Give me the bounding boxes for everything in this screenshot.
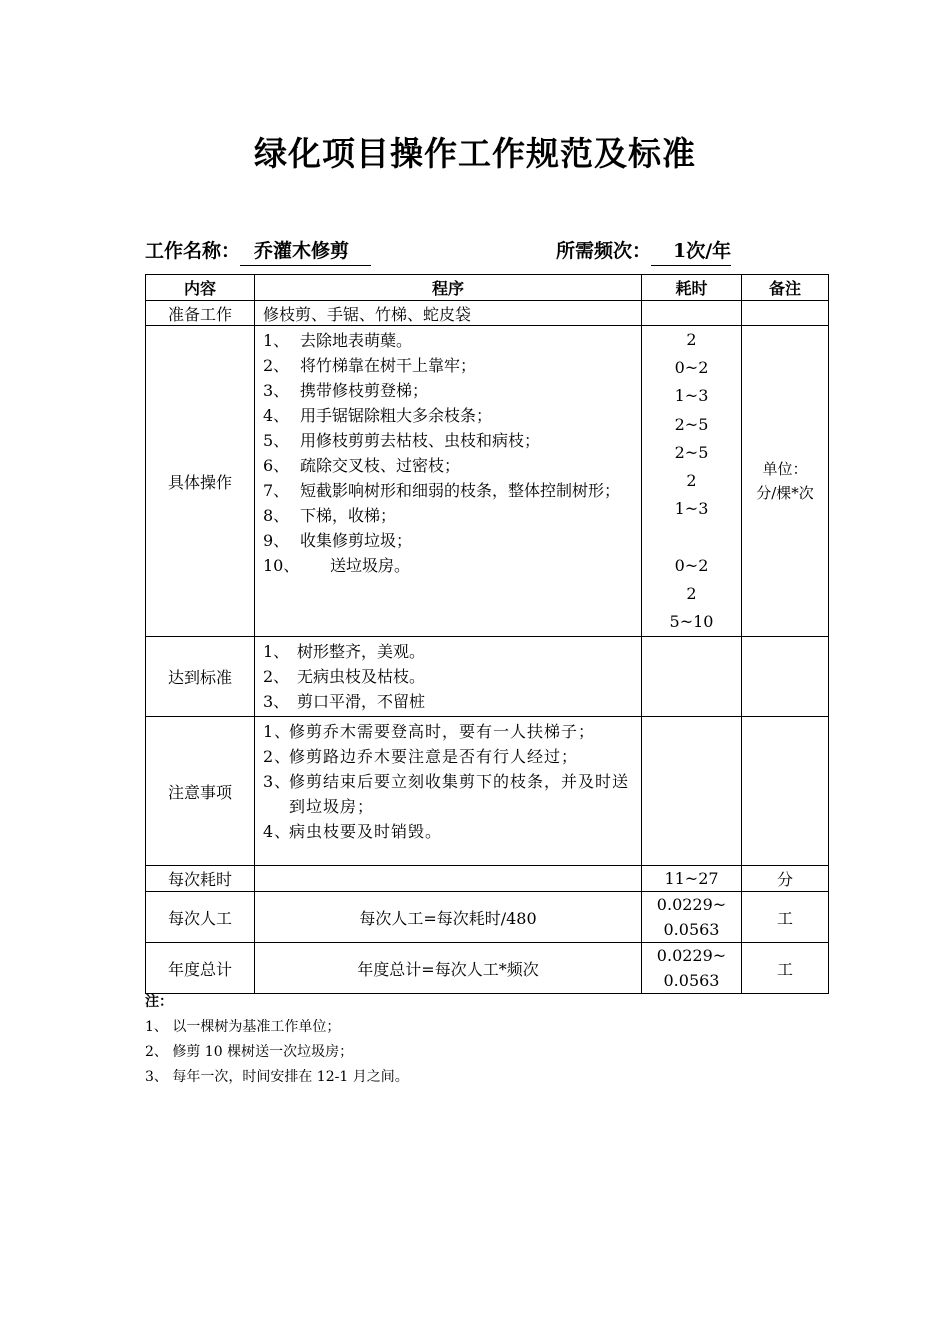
- list-item: [263, 528, 635, 553]
- empty-cell: [255, 866, 642, 892]
- row-label: 每次人工: [146, 892, 255, 943]
- item-text: 病虫枝要及时销毁。: [289, 822, 443, 842]
- item-number: 2、: [263, 356, 290, 375]
- item-number: 2、: [263, 667, 290, 687]
- frequency-value: 1次/年: [651, 236, 731, 266]
- list-item: [263, 744, 635, 769]
- time-value: [642, 523, 741, 551]
- table-row-ops: [146, 326, 829, 637]
- table-row-prep: [146, 301, 829, 326]
- item-number: 4、: [263, 406, 290, 425]
- item-text: 去除地表萌蘖。: [300, 331, 413, 350]
- header-time: 耗时: [642, 275, 742, 301]
- item-text: 修剪路边乔木要注意是否有行人经过；: [289, 747, 579, 767]
- list-item: [263, 819, 635, 844]
- item-number: 1、: [263, 722, 292, 742]
- time-each-value: 11~27: [642, 866, 742, 892]
- unit-line: 单位：: [762, 460, 808, 479]
- time-each-remark: 分: [742, 866, 829, 892]
- list-item: [263, 639, 635, 664]
- page-title: 绿化项目操作工作规范及标准: [254, 134, 696, 173]
- row-label: 每次耗时: [146, 866, 255, 892]
- time-value: 2: [686, 583, 697, 603]
- notes: [145, 990, 409, 1090]
- empty-cell: [742, 301, 829, 326]
- item-text: 修剪乔木需要登高时，要有一人扶梯子；: [289, 722, 596, 742]
- item-text: 疏除交叉枝、过密枝；: [300, 456, 461, 475]
- empty-cell: [642, 717, 742, 866]
- prep-procedure: 修枝剪、手锯、竹梯、蛇皮袋: [255, 301, 642, 326]
- frequency: [556, 236, 731, 266]
- item-number: 4、: [263, 822, 292, 842]
- item-number: 7、: [263, 481, 290, 500]
- time-value: 2: [686, 470, 697, 490]
- ops-unit: [742, 326, 829, 637]
- list-item: [263, 503, 635, 528]
- labor-each-value: [642, 892, 742, 943]
- item-number: 10、: [263, 556, 300, 575]
- list-item: [263, 453, 635, 478]
- table-header-row: [146, 275, 829, 301]
- time-value: 0~2: [674, 358, 709, 378]
- row-label: 达到标准: [146, 637, 255, 717]
- time-value: 2~5: [674, 414, 709, 434]
- time-value: 1~3: [674, 386, 709, 406]
- list-item: [263, 769, 635, 819]
- note-item: 2、 修剪 10 棵树送一次垃圾房；: [145, 1044, 354, 1060]
- empty-cell: [742, 637, 829, 717]
- item-text: 修剪结束后要立刻收集剪下的枝条，并及时送到垃圾房；: [289, 772, 630, 817]
- header-content: 内容: [146, 275, 255, 301]
- time-value: 2: [686, 330, 697, 349]
- table-row-time-each: [146, 866, 829, 892]
- item-text: 树形整齐，美观。: [297, 642, 426, 662]
- item-text: 收集修剪垃圾；: [300, 531, 413, 550]
- item-text: 携带修枝剪登梯；: [300, 381, 429, 400]
- row-label: 具体操作: [146, 326, 255, 637]
- item-number: 2、: [263, 747, 292, 767]
- item-number: 1、: [263, 642, 290, 662]
- empty-cell: [742, 717, 829, 866]
- item-text: 将竹梯靠在树干上靠牢；: [300, 356, 477, 375]
- table-row-annual: [146, 943, 829, 994]
- item-text: 剪口平滑，不留桩: [297, 692, 426, 712]
- note-item: 1、 以一棵树为基准工作单位；: [145, 1019, 341, 1035]
- item-number: 5、: [263, 431, 290, 450]
- ops-procedure: [255, 326, 642, 637]
- list-item: [263, 478, 635, 503]
- frequency-label: 所需频次：: [556, 240, 652, 262]
- item-text: 用修枝剪剪去枯枝、虫枝和病枝；: [300, 431, 541, 450]
- table-row-standard: [146, 637, 829, 717]
- item-number: 1、: [263, 331, 290, 350]
- item-number: 9、: [263, 531, 290, 550]
- empty-cell: [642, 301, 742, 326]
- list-item: [263, 719, 635, 744]
- time-value: 2~5: [674, 442, 709, 462]
- table-row-labor-each: [146, 892, 829, 943]
- ops-times: [642, 326, 742, 637]
- value-line: 0.0563: [663, 920, 720, 940]
- value-line: 0.0229~: [656, 946, 727, 966]
- work-name: [145, 236, 371, 266]
- item-number: 6、: [263, 456, 290, 475]
- item-number: 8、: [263, 506, 290, 525]
- item-text: 短截影响树形和细弱的枝条，整体控制树形；: [300, 481, 621, 500]
- item-text: 无病虫枝及枯枝。: [297, 667, 426, 687]
- list-item: [263, 353, 635, 378]
- time-value: 1~3: [674, 499, 709, 519]
- procedure-table: [145, 274, 829, 994]
- value-line: 0.0229~: [656, 895, 727, 915]
- item-text: 下梯，收梯；: [300, 506, 397, 525]
- work-name-value: 乔灌木修剪: [240, 236, 371, 266]
- header-remark: 备注: [742, 275, 829, 301]
- notice-procedure: [255, 717, 642, 866]
- list-item: [263, 378, 635, 403]
- time-value: 5~10: [669, 611, 714, 631]
- list-item: [263, 328, 635, 353]
- list-item: [263, 403, 635, 428]
- row-label: 年度总计: [146, 943, 255, 994]
- item-number: 3、: [263, 692, 290, 712]
- item-text: 用手锯锯除粗大多余枝条；: [300, 406, 493, 425]
- standard-procedure: [255, 637, 642, 717]
- row-label: 注意事项: [146, 717, 255, 866]
- value-line: 0.0563: [663, 971, 720, 991]
- item-text: 送垃圾房。: [330, 556, 411, 575]
- list-item: [263, 428, 635, 453]
- notes-heading: 注：: [145, 994, 173, 1010]
- table-row-notice: [146, 717, 829, 866]
- header-procedure: 程序: [255, 275, 642, 301]
- time-value: 0~2: [674, 555, 709, 575]
- list-item: [263, 553, 635, 578]
- unit-line: 分/棵*次: [756, 484, 814, 503]
- list-item: [263, 664, 635, 689]
- note-item: 3、 每年一次，时间安排在 12-1 月之间。: [145, 1069, 409, 1085]
- item-number: 3、: [263, 772, 292, 792]
- annual-value: [642, 943, 742, 994]
- work-name-label: 工作名称：: [145, 240, 241, 262]
- labor-each-formula: 每次人工=每次耗时/480: [255, 892, 642, 943]
- annual-remark: 工: [742, 943, 829, 994]
- item-number: 3、: [263, 381, 290, 400]
- row-label: 准备工作: [146, 301, 255, 326]
- labor-each-remark: 工: [742, 892, 829, 943]
- empty-cell: [642, 637, 742, 717]
- annual-formula: 年度总计=每次人工*频次: [255, 943, 642, 994]
- list-item: [263, 689, 635, 714]
